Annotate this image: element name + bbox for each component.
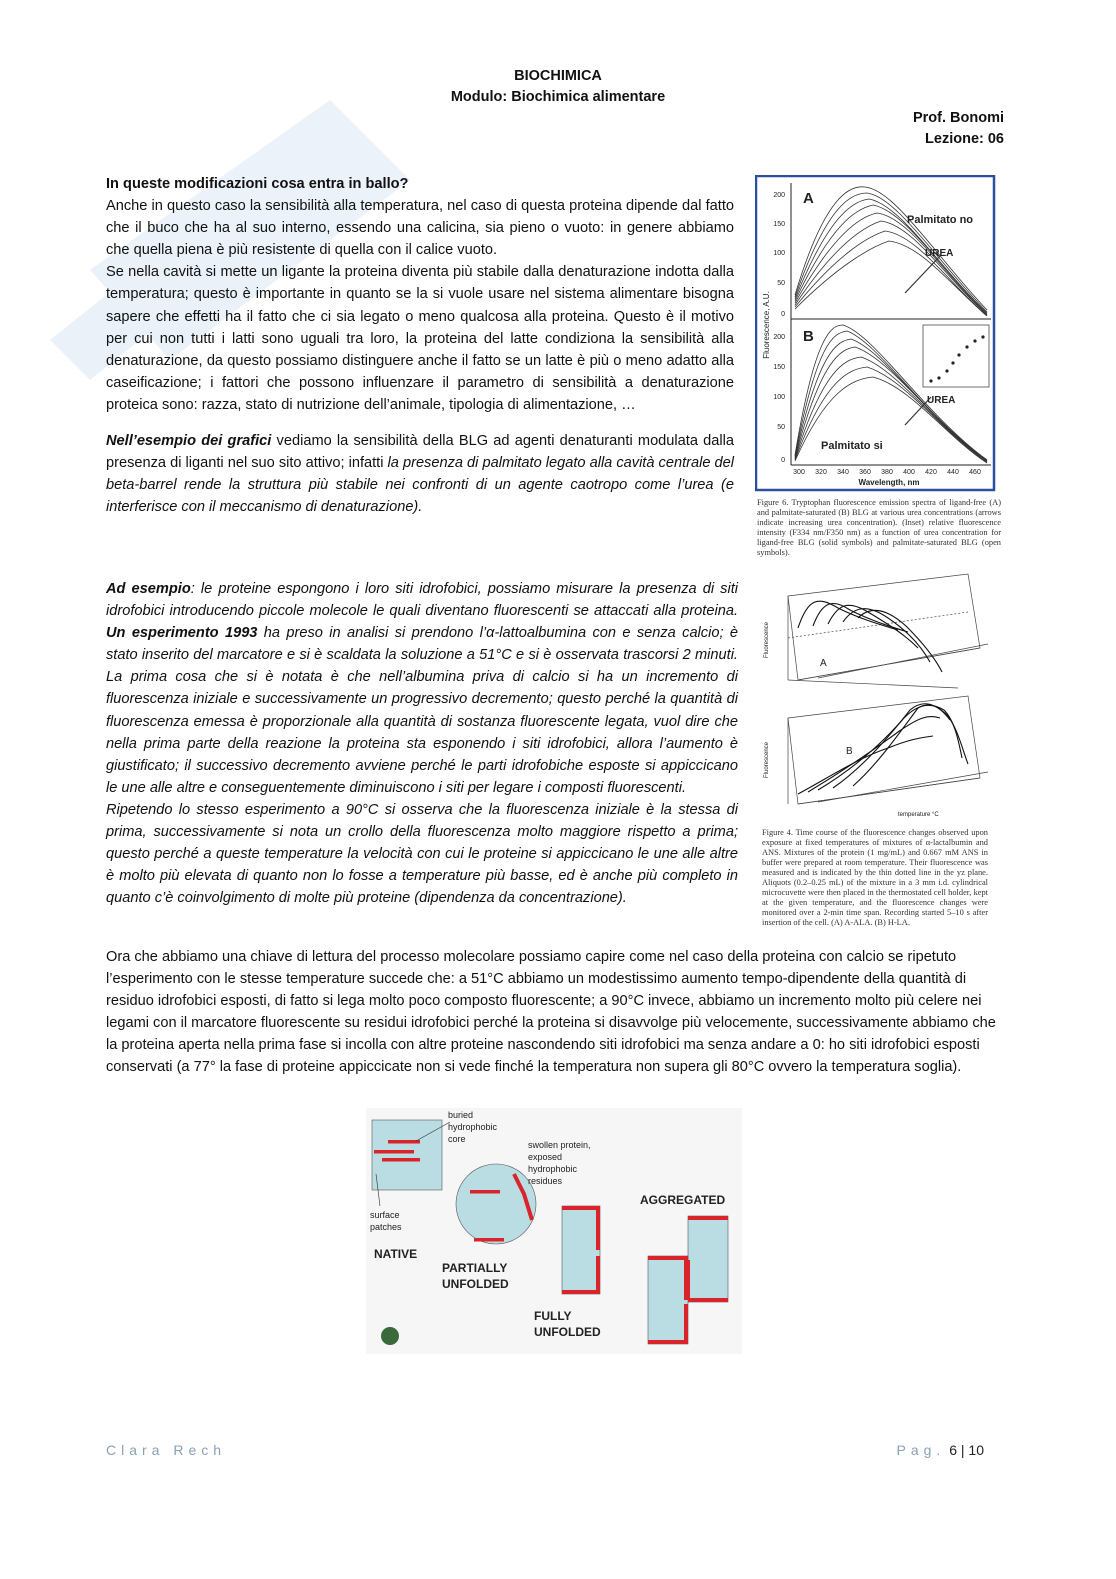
- partially-unfolded-protein: [456, 1164, 536, 1244]
- section2-p1: Ad esempio: le proteine espongono i loro siti idrofobici, possiamo misurare la presenza di siti idrofobici introducendo piccole molecole le quali diventano fluorescenti se attaccati alla proteina. Un esperimento 1993 ha preso in analisi si prendono l’α-lattoalbumina con e senza calcio; è stato inserito del marcatore e si è scaldata la soluzione a 51°C e si è osservata trascorsi 2 minuti. La prima cosa che si è notata è che nell’albumina priva di calcio si ha un incremento di fluorescenza iniziale e successivamente un progressivo decremento; questo perché la quantità di fluorescenza emessa è proporzionale alla quantità di sostanza fluorescente legata, vuol dire che nella prima parte della reazione la proteina sta esponendo i siti idrofobici, allora l’aumento è giustificato; il successivo decremento avviene perché le parti idrofobiche esposte si appiccicano le une alle altre e conseguentemente diminuiscono i siti per legare i composti fluorescenti.: [106, 581, 739, 796]
- fig1-ytick: 50: [777, 424, 785, 431]
- figure1-caption: Figure 6. Tryptophan fluorescence emission spectra of ligand-free (A) and palmitate-saturated (B) BLG at various urea concentrations (arrows indicate increasing urea concentration). (Inset) relative fluorescence intensity (F334 nm/F350 nm) as a function of urea concentration for ligand-free BLG (solid symbols) and palmitate-saturated BLG (open symbols).: [757, 498, 1001, 557]
- figure1-panel-b: B: [803, 328, 814, 345]
- section1-p1: Anche in questo caso la sensibilità alla temperatura, nel caso di questa proteina dipende dal fatto che il buco che ha al suo interno, essendo una calicina, sia pieno o vuoto: in genere abbiamo che quella piena è più resistente di quella con il calice vuoto.: [106, 198, 734, 259]
- figure2-xlabel: temperature °C: [898, 812, 939, 818]
- figure1-panel-a: A: [803, 190, 814, 207]
- fig1-ytick: 100: [773, 394, 785, 401]
- label-swollen: swollen protein, exposed hydrophobic residues: [528, 1140, 591, 1186]
- fig1-xtick: 300: [793, 469, 805, 476]
- label-partially-unfolded: PARTIALLY UNFOLDED: [442, 1261, 509, 1291]
- label-palmitato-si: Palmitato si: [821, 440, 883, 452]
- fig1-xtick: 360: [859, 469, 871, 476]
- label-fully-unfolded: FULLY UNFOLDED: [534, 1309, 601, 1339]
- figure1-inset: [923, 325, 989, 387]
- label-palmitato-no: Palmitato no: [907, 214, 974, 226]
- doc-title: BIOCHIMICA: [514, 68, 602, 84]
- aggregated-protein-1: [688, 1216, 728, 1302]
- figure1-xlabel: Wavelength, nm: [858, 478, 920, 487]
- fig1-ytick: 200: [773, 334, 785, 341]
- figure1-ylabel: Fluorescence, A.U.: [762, 291, 771, 359]
- lesson-number: Lezione: 06: [925, 131, 1004, 147]
- figure1-spectra: [755, 175, 997, 493]
- fig1-ytick: 0: [781, 311, 785, 318]
- figure3-unfolding-diagram: [366, 1108, 742, 1354]
- label-buried-core: buried hydrophobic core: [448, 1110, 498, 1144]
- figure2-3d-plots: [758, 568, 990, 820]
- fig1-xtick: 400: [903, 469, 915, 476]
- figure2-ylabel-a: Fluorescence: [764, 621, 770, 658]
- figure2-panel-a: A: [820, 658, 827, 669]
- section1-text: [106, 173, 734, 518]
- footer-page: Pag. 6 | 10: [896, 1442, 984, 1458]
- fig1-ytick: 150: [773, 221, 785, 228]
- label-surface-patches: surface patches: [370, 1210, 402, 1232]
- native-protein: [372, 1120, 442, 1190]
- fig1-xtick: 460: [969, 469, 981, 476]
- fig1-ytick: 50: [777, 280, 785, 287]
- fig1-xtick: 340: [837, 469, 849, 476]
- section2-p2: Ripetendo lo stesso esperimento a 90°C si osserva che la fluorescenza iniziale è la stessa di prima, successivamente si nota un crollo della fluorescenza molto maggiore rispetto a prima; questo perché a queste temperature la velocità con cui le proteine si appiccicano le une alle altre è molto più elevata di quanto non lo fosse a temperature più basse, ed è anche più completo in quanto c’è coinvolgimento di molte più proteine (dipendenza da concentrazione).: [106, 801, 738, 907]
- fully-unfolded-protein: [562, 1206, 600, 1294]
- fig1-ytick: 150: [773, 364, 785, 371]
- aggregated-protein-2: [648, 1256, 688, 1344]
- label-native: NATIVE: [374, 1247, 418, 1261]
- fig1-ytick: 100: [773, 250, 785, 257]
- section1-p2: Se nella cavità si mette un ligante la proteina diventa più stabile dalla denaturazione indotta dalla temperatura; questo è importante in quanto se la si vuole usare nel sistema alimentare bisogna sapere che effetti ha il fatto che ci sia legato o meno qualcosa alla proteina. Questo è il motivo per cui non tutti i latti sono uguali tra loro, la proteina del latte condiziona la sensibilità alla denaturazione, da questo possiamo distinguere anche il fatto se un latte è più o meno adatto alla caseificazione; i fattori che possono influenzare il parametro di sensibilità a denaturazione proteica sono: razza, stato di nutrizione dell’animale, tipologia di alimentazione, …: [106, 264, 734, 413]
- section1-heading: In queste modificazioni cosa entra in ballo?: [106, 176, 409, 192]
- logo-icon: [381, 1327, 399, 1345]
- section1-p3: Nell’esempio dei grafici vediamo la sensibilità della BLG ad agenti denaturanti modulata dalla presenza di liganti nel suo sito attivo; infatti la presenza di palmitato legato alla cavità centrale del beta-barrel rende la struttura più stabile nei confronti di un agente caotropo come l’urea (e interferisce con il meccanismo di denaturazione).: [106, 433, 734, 516]
- professor-name: Prof. Bonomi: [912, 110, 1004, 126]
- section3-p1: Ora che abbiamo una chiave di lettura del processo molecolare possiamo capire come nel caso della proteina con calcio se ripetuto l’esperimento con le stesse temperature succede che: a 51°C abbiamo un modestissimo aumento tempo-dipendente della quantità di residuo idrofobici esposti, di fatto si lega molto poco composto fluorescente; a 90°C invece, abbiamo un incremento molto più celere nei legami con il marcatore fluorescente su residui idrofobici perché la proteina si disavvolge più velocemente, successivamente abbiamo che la proteina aperta nella prima fase si incolla con altre proteine nascondendo siti idrofobici ma senza andare a 0: ho siti idrofobici esposti conservati (a 77° la fase di proteine appiccicate non si vede finché la temperatura non supera gli 80°C ovvero la temperatura soglia).: [106, 949, 996, 1076]
- figure2-caption: Figure 4. Time course of the fluorescence changes observed upon exposure at fixed temperatures of mixtures of α-lactalbumin and ANS. Mixtures of the protein (1 mg/mL) and 0.667 mM ANS in buffer were prepared at room temperature. Their fluorescence was measured and is indicated by the thin dotted line in the yz plane. Aliquots (0.2–0.25 mL) of the mixture in a 3 mm i.d. cylindrical microcuvette were then placed in the thermostated cell holder, kept at the given temperature, and the fluorescence changes were monitored over a 2-min time span. Recording started 5–10 s after insertion of the cell. (A) A-ALA. (B) H-LA.: [762, 828, 988, 927]
- label-urea-a: UREA: [925, 248, 954, 259]
- fig1-ytick: 200: [773, 192, 785, 199]
- section2-text: [106, 578, 738, 909]
- label-aggregated: AGGREGATED: [640, 1193, 726, 1207]
- figure2-ylabel-b: Fluorescence: [764, 741, 770, 778]
- fig1-ytick: 0: [781, 457, 785, 464]
- footer-author: Clara Rech: [106, 1442, 227, 1458]
- fig1-xtick: 440: [947, 469, 959, 476]
- section3-text: [106, 946, 1002, 1079]
- fig1-xtick: 420: [925, 469, 937, 476]
- label-urea-b: UREA: [927, 395, 956, 406]
- figure2-panel-b: B: [846, 746, 853, 757]
- fig1-xtick: 380: [881, 469, 893, 476]
- doc-module: Modulo: Biochimica alimentare: [450, 89, 666, 105]
- fig1-xtick: 320: [815, 469, 827, 476]
